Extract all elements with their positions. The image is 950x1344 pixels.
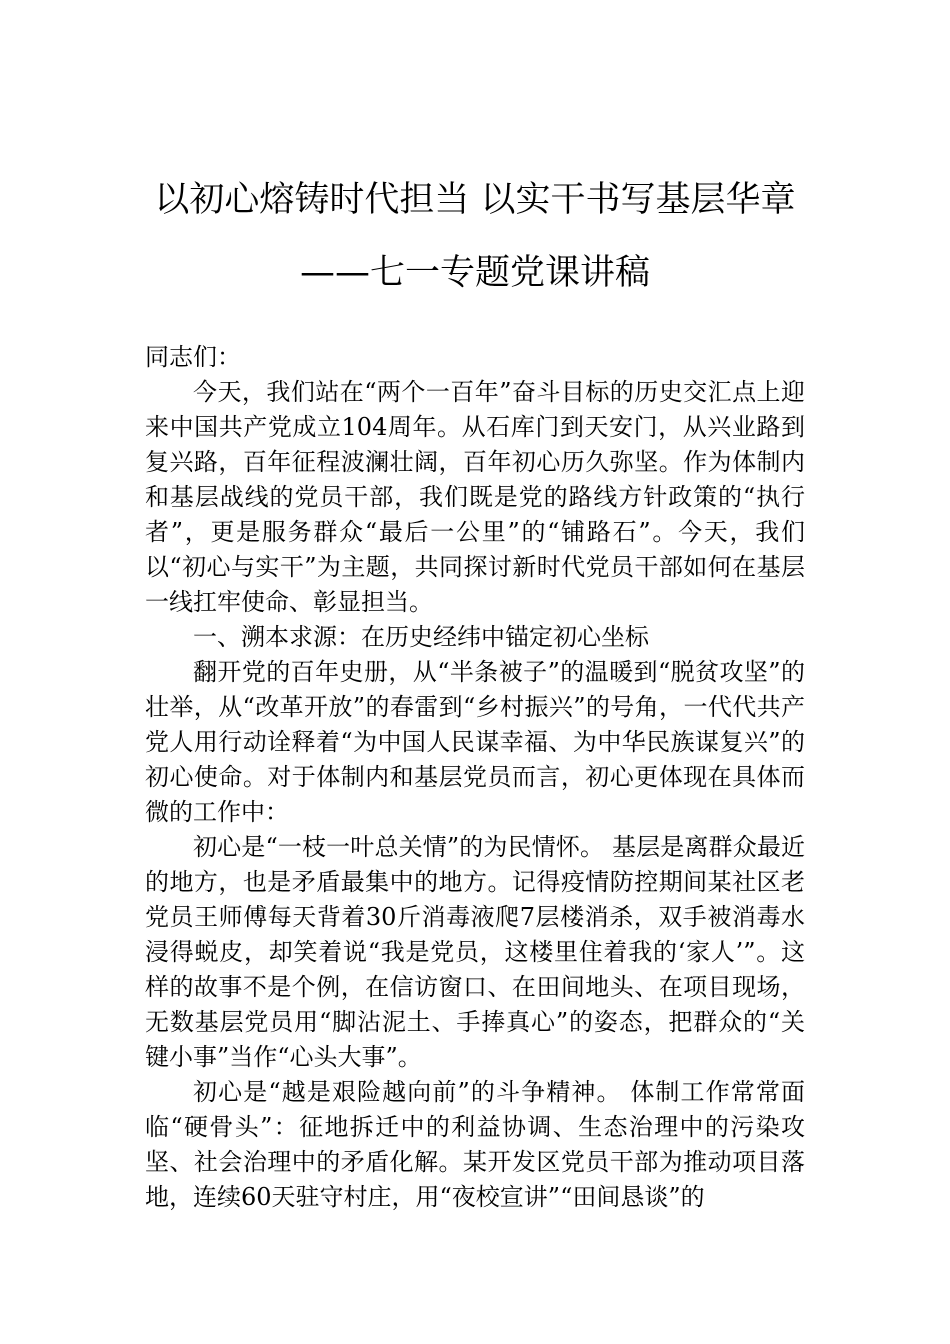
document-body (145, 340, 805, 1215)
document-subtitle: ——七一专题党课讲稿 (299, 253, 650, 293)
section-heading: 一、溯本求源：在历史经纬中锚定初心坐标 (193, 623, 649, 651)
paragraph: 翻开党的百年史册，从“半条被子”的温暖到“脱贫攻坚”的壮举，从“改革开放”的春雷到“乡村振兴”的号角，一代代共产党人用行动诠释着“为中国人民谋幸福、为中华民族谋复兴”的初心使命。对于体制内和基层党员而言，初心更体现在具体而微的工作中： (145, 658, 805, 826)
document-title: 以初心熔铸时代担当 以实干书写基层华章 (154, 180, 796, 220)
paragraph-intro: 今天，我们站在“两个一百年”奋斗目标的历史交汇点上迎来中国共产党成立104周年。从石库门到天安门，从兴业路到复兴路，百年征程波澜壮阔，百年初心历久弥坚。作为体制内和基层战线的党员干部，我们既是党的路线方针政策的“执行者”，更是服务群众“最后一公里”的“铺路石”。今天，我们以“初心与实干”为主题，共同探讨新时代党员干部如何在基层一线扛牢使命、彰显担当。 (145, 378, 805, 616)
salutation: 同志们： (145, 343, 241, 371)
paragraph: 初心是“越是艰险越向前”的斗争精神。 体制工作常常面临“硬骨头”：征地拆迁中的利益协调、生态治理中的污染攻坚、社会治理中的矛盾化解。某开发区党员干部为推动项目落地，连续60天驻守村庄，用“夜校宣讲”“田间恳谈”的 (145, 1078, 805, 1211)
paragraph: 初心是“一枝一叶总关情”的为民情怀。 基层是离群众最近的地方，也是矛盾最集中的地方。记得疫情防控期间某社区老党员王师傅每天背着30斤消毒液爬7层楼消杀，双手被消毒水浸得蜕皮，却笑着说“我是党员，这楼里住着我的‘家人’”。这样的故事不是个例，在信访窗口、在田间地头、在项目现场，无数基层党员用“脚沾泥土、手捧真心”的姿态，把群众的“关键小事”当作“心头大事”。 (145, 833, 805, 1071)
